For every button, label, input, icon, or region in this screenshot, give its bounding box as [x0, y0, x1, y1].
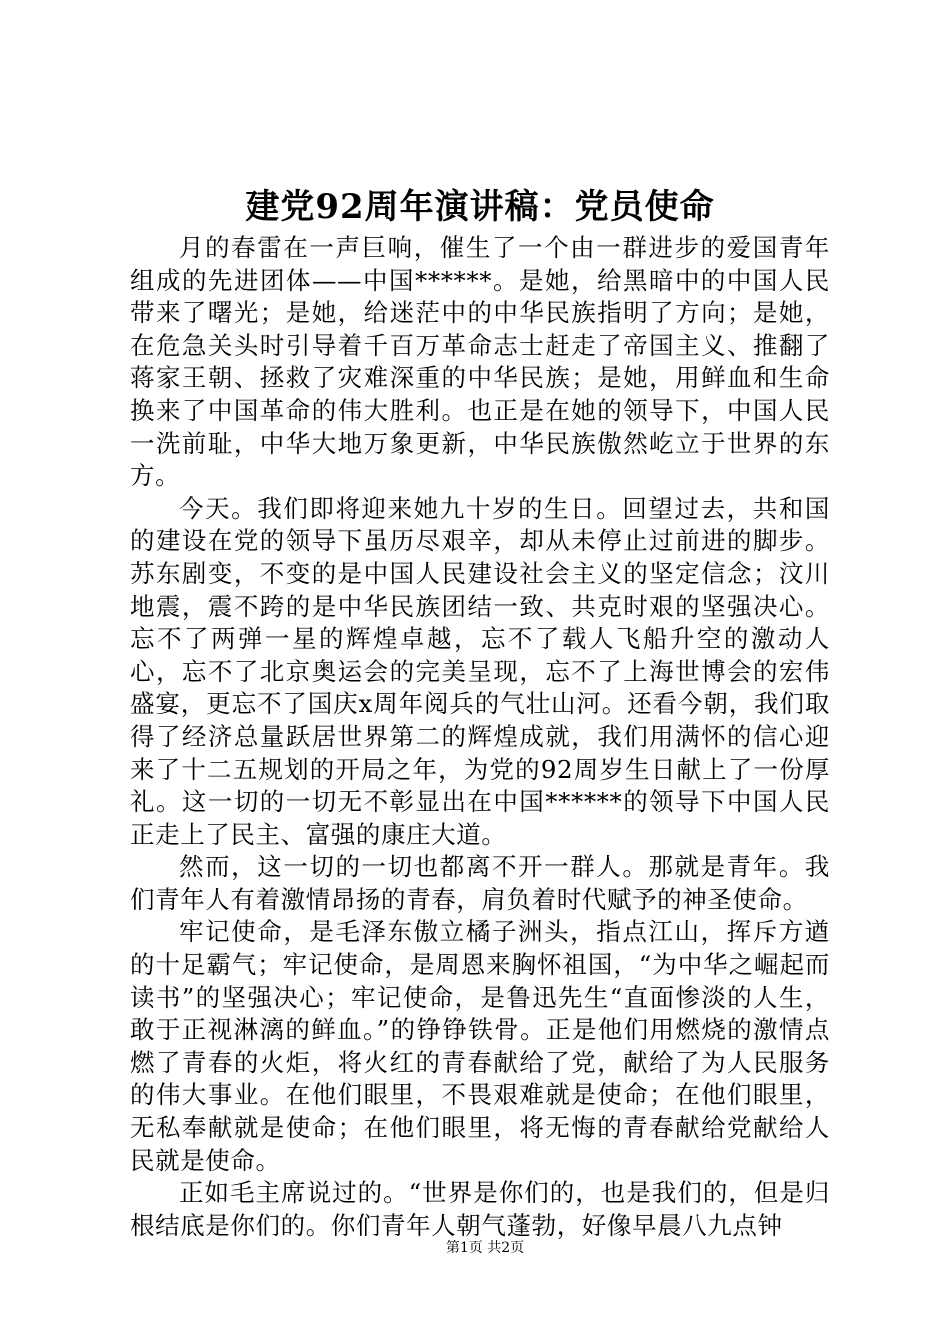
paragraph-3: 然而，这一切的一切也都离不开一群人。那就是青年。我们青年人有着激情昂扬的青春，肩负着时代赋予的神圣使命。: [130, 852, 830, 914]
paragraph-1: 月的春雷在一声巨响，催生了一个由一群进步的爱国青年组成的先进团体——中国******。是她，给黑暗中的中国人民带来了曙光；是她，给迷茫中的中华民族指明了方向；是她，在危急关头时引导着千百万革命志士赶走了帝国主义、推翻了蒋家王朝、拯救了灾难深重的中华民族；是她，用鲜血和生命换来了中国革命的伟大胜利。也正是在她的领导下，中国人民一洗前耻，中华大地万象更新，中华民族傲然屹立于世界的东方。: [130, 233, 830, 491]
document-title: 建党92周年演讲稿：党员使命: [245, 187, 715, 227]
document-body: [130, 232, 830, 1242]
page-footer: 第1页 共2页: [445, 1240, 525, 1256]
paragraph-2: 今天。我们即将迎来她九十岁的生日。回望过去，共和国的建设在党的领导下虽历尽艰辛，却从未停止过前进的脚步。苏东剧变，不变的是中国人民建设社会主义的坚定信念；汶川地震，震不跨的是中华民族团结一致、共克时艰的坚强决心。忘不了两弹一星的辉煌卓越，忘不了载人飞船升空的激动人心，忘不了北京奥运会的完美呈现，忘不了上海世博会的宏伟盛宴，更忘不了国庆x周年阅兵的气壮山河。还看今朝，我们取得了经济总量跃居世界第二的辉煌成就，我们用满怀的信心迎来了十二五规划的开局之年，为党的92周岁生日献上了一份厚礼。这一切的一切无不彰显出在中国******的领导下中国人民正走上了民主、富强的康庄大道。: [130, 493, 830, 849]
paragraph-5: 正如毛主席说过的。“世界是你们的，也是我们的，但是归根结底是你们的。你们青年人朝气蓬勃，好像早晨八九点钟: [130, 1178, 830, 1240]
paragraph-4: 牢记使命，是毛泽东傲立橘子洲头，指点江山，挥斥方遒的十足霸气；牢记使命，是周恩来胸怀祖国，“为中华之崛起而读书”的坚强决心；牢记使命，是鲁迅先生“直面惨淡的人生，敢于正视淋漓的鲜血。”的铮铮铁骨。正是他们用燃烧的激情点燃了青春的火炬，将火红的青春献给了党，献给了为人民服务的伟大事业。在他们眼里，不畏艰难就是使命；在他们眼里，无私奉献就是使命；在他们眼里，将无悔的青春献给党献给人民就是使命。: [130, 917, 830, 1175]
